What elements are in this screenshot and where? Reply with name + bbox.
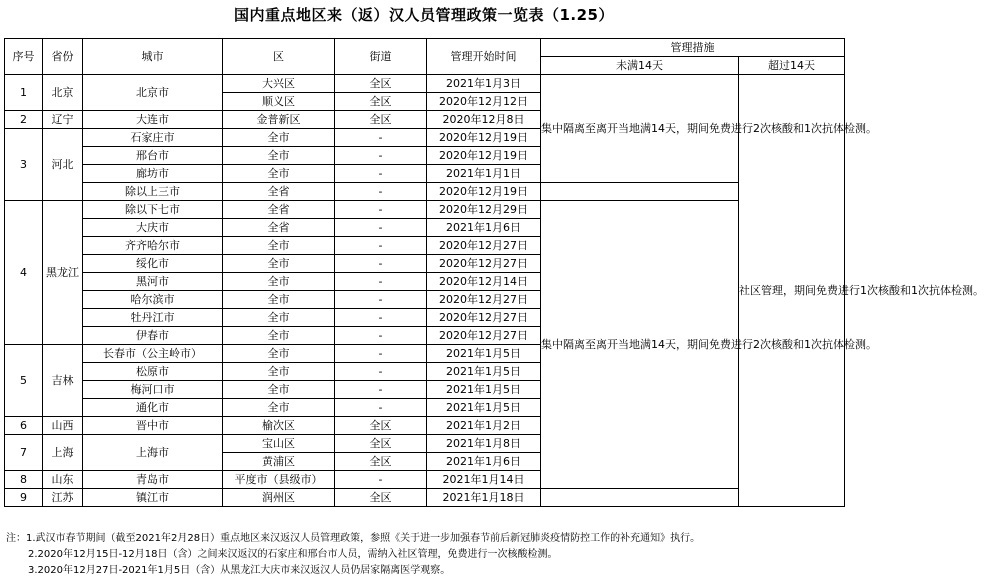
street-cell: -: [335, 309, 427, 327]
district-cell: 全市: [223, 291, 335, 309]
seq-cell: 5: [5, 345, 43, 417]
start-cell: 2021年1月6日: [427, 219, 541, 237]
start-cell: 2021年1月5日: [427, 363, 541, 381]
note-3: 3.2020年12月27日-2021年1月5日（含）从黑龙江大庆市来汉返汉人员仍居家隔离医学观察。: [28, 565, 451, 576]
street-cell: -: [335, 345, 427, 363]
table-row: [5, 201, 845, 219]
district-cell: 全市: [223, 255, 335, 273]
city-cell: 青岛市: [83, 471, 223, 489]
district-cell: 全市: [223, 165, 335, 183]
district-cell: 黄浦区: [223, 453, 335, 471]
start-cell: 2020年12月19日: [427, 183, 541, 201]
district-cell: 全市: [223, 399, 335, 417]
district-cell: 全市: [223, 147, 335, 165]
measure-under14-a: 集中隔离至离开当地满14天，期间免费进行2次核酸和1次抗体检测。: [541, 75, 739, 183]
province-cell: 江苏: [43, 489, 83, 507]
city-cell: 梅河口市: [83, 381, 223, 399]
start-cell: 2020年12月27日: [427, 255, 541, 273]
start-cell: 2020年12月14日: [427, 273, 541, 291]
street-cell: -: [335, 471, 427, 489]
start-cell: 2021年1月18日: [427, 489, 541, 507]
page-title: 国内重点地区来（返）汉人员管理政策一览表（1.25）: [233, 6, 614, 24]
start-cell: 2020年12月29日: [427, 201, 541, 219]
street-cell: -: [335, 219, 427, 237]
district-cell: 宝山区: [223, 435, 335, 453]
street-cell: -: [335, 129, 427, 147]
start-cell: 2021年1月3日: [427, 75, 541, 93]
table-row: [5, 489, 845, 507]
note-1: 注：1.武汉市春节期间（截至2021年2月28日）重点地区来汉返汉人员管理政策，参照《关于进一步加强春节前后新冠肺炎疫情防控工作的补充通知》执行。: [6, 533, 701, 544]
street-cell: -: [335, 273, 427, 291]
city-cell: 晋中市: [83, 417, 223, 435]
district-cell: 全市: [223, 327, 335, 345]
measure-under14-c: 集中隔离至离开当地满14天，期间免费进行2次核酸和1次抗体检测。: [541, 201, 739, 489]
city-cell: 廊坊市: [83, 165, 223, 183]
city-cell: 松原市: [83, 363, 223, 381]
header-over14: 超过14天: [739, 57, 845, 75]
measure-empty-cell: [541, 489, 739, 507]
street-cell: 全区: [335, 489, 427, 507]
district-cell: 全市: [223, 309, 335, 327]
measure-over14: 社区管理，期间免费进行1次核酸和1次抗体检测。: [739, 75, 845, 507]
start-cell: 2020年12月27日: [427, 237, 541, 255]
city-cell: 除以下七市: [83, 201, 223, 219]
table-row: [5, 75, 845, 93]
district-cell: 顺义区: [223, 93, 335, 111]
street-cell: 全区: [335, 111, 427, 129]
seq-cell: 6: [5, 417, 43, 435]
street-cell: -: [335, 291, 427, 309]
start-cell: 2021年1月8日: [427, 435, 541, 453]
district-cell: 全市: [223, 129, 335, 147]
street-cell: 全区: [335, 417, 427, 435]
start-cell: 2021年1月1日: [427, 165, 541, 183]
district-cell: 润州区: [223, 489, 335, 507]
city-cell: 齐齐哈尔市: [83, 237, 223, 255]
start-cell: 2020年12月12日: [427, 93, 541, 111]
city-cell: 牡丹江市: [83, 309, 223, 327]
seq-cell: 2: [5, 111, 43, 129]
city-cell: 大庆市: [83, 219, 223, 237]
city-cell: 长春市（公主岭市）: [83, 345, 223, 363]
street-cell: -: [335, 183, 427, 201]
note-2: 2.2020年12月15日-12月18日（含）之间来汉返汉的石家庄和邢台市人员，需纳入社区管理，免费进行一次核酸检测。: [28, 549, 558, 560]
start-cell: 2020年12月27日: [427, 327, 541, 345]
header-street: 街道: [335, 39, 427, 75]
city-cell: 黑河市: [83, 273, 223, 291]
seq-cell: 4: [5, 201, 43, 345]
street-cell: -: [335, 147, 427, 165]
street-cell: -: [335, 399, 427, 417]
street-cell: -: [335, 165, 427, 183]
city-cell: 大连市: [83, 111, 223, 129]
city-cell: 哈尔滨市: [83, 291, 223, 309]
street-cell: -: [335, 255, 427, 273]
street-cell: -: [335, 201, 427, 219]
city-cell: 北京市: [83, 75, 223, 111]
policy-table: [4, 38, 984, 507]
start-cell: 2021年1月6日: [427, 453, 541, 471]
city-cell: 上海市: [83, 435, 223, 471]
start-cell: 2020年12月27日: [427, 291, 541, 309]
street-cell: -: [335, 237, 427, 255]
street-cell: -: [335, 363, 427, 381]
province-cell: 辽宁: [43, 111, 83, 129]
seq-cell: 3: [5, 129, 43, 201]
province-cell: 吉林: [43, 345, 83, 417]
start-cell: 2021年1月2日: [427, 417, 541, 435]
province-cell: 河北: [43, 129, 83, 201]
province-cell: 北京: [43, 75, 83, 111]
district-cell: 全市: [223, 363, 335, 381]
district-cell: 榆次区: [223, 417, 335, 435]
start-cell: 2020年12月27日: [427, 309, 541, 327]
start-cell: 2020年12月19日: [427, 129, 541, 147]
district-cell: 全省: [223, 183, 335, 201]
city-cell: 伊春市: [83, 327, 223, 345]
district-cell: 大兴区: [223, 75, 335, 93]
header-province: 省份: [43, 39, 83, 75]
header-row: [5, 39, 845, 57]
header-city: 城市: [83, 39, 223, 75]
city-cell: 镇江市: [83, 489, 223, 507]
seq-cell: 9: [5, 489, 43, 507]
start-cell: 2020年12月8日: [427, 111, 541, 129]
district-cell: 全市: [223, 237, 335, 255]
street-cell: 全区: [335, 435, 427, 453]
district-cell: 全市: [223, 381, 335, 399]
city-cell: 通化市: [83, 399, 223, 417]
district-cell: 全省: [223, 219, 335, 237]
header-seq: 序号: [5, 39, 43, 75]
header-measures: 管理措施: [541, 39, 845, 57]
city-cell: 邢台市: [83, 147, 223, 165]
start-cell: 2021年1月5日: [427, 381, 541, 399]
city-cell: 除以上三市: [83, 183, 223, 201]
seq-cell: 7: [5, 435, 43, 471]
header-district: 区: [223, 39, 335, 75]
city-cell: 绥化市: [83, 255, 223, 273]
district-cell: 全省: [223, 201, 335, 219]
district-cell: 金普新区: [223, 111, 335, 129]
start-cell: 2021年1月5日: [427, 399, 541, 417]
city-cell: 石家庄市: [83, 129, 223, 147]
seq-cell: 8: [5, 471, 43, 489]
street-cell: 全区: [335, 453, 427, 471]
province-cell: 黑龙江: [43, 201, 83, 345]
street-cell: 全区: [335, 75, 427, 93]
district-cell: 平度市（县级市）: [223, 471, 335, 489]
start-cell: 2020年12月19日: [427, 147, 541, 165]
street-cell: -: [335, 381, 427, 399]
province-cell: 山西: [43, 417, 83, 435]
notes: [6, 531, 842, 579]
province-cell: 上海: [43, 435, 83, 471]
district-cell: 全市: [223, 345, 335, 363]
street-cell: 全区: [335, 93, 427, 111]
start-cell: 2021年1月14日: [427, 471, 541, 489]
street-cell: -: [335, 327, 427, 345]
start-cell: 2021年1月5日: [427, 345, 541, 363]
district-cell: 全市: [223, 273, 335, 291]
seq-cell: 1: [5, 75, 43, 111]
header-start: 管理开始时间: [427, 39, 541, 75]
header-under14: 未满14天: [541, 57, 739, 75]
province-cell: 山东: [43, 471, 83, 489]
